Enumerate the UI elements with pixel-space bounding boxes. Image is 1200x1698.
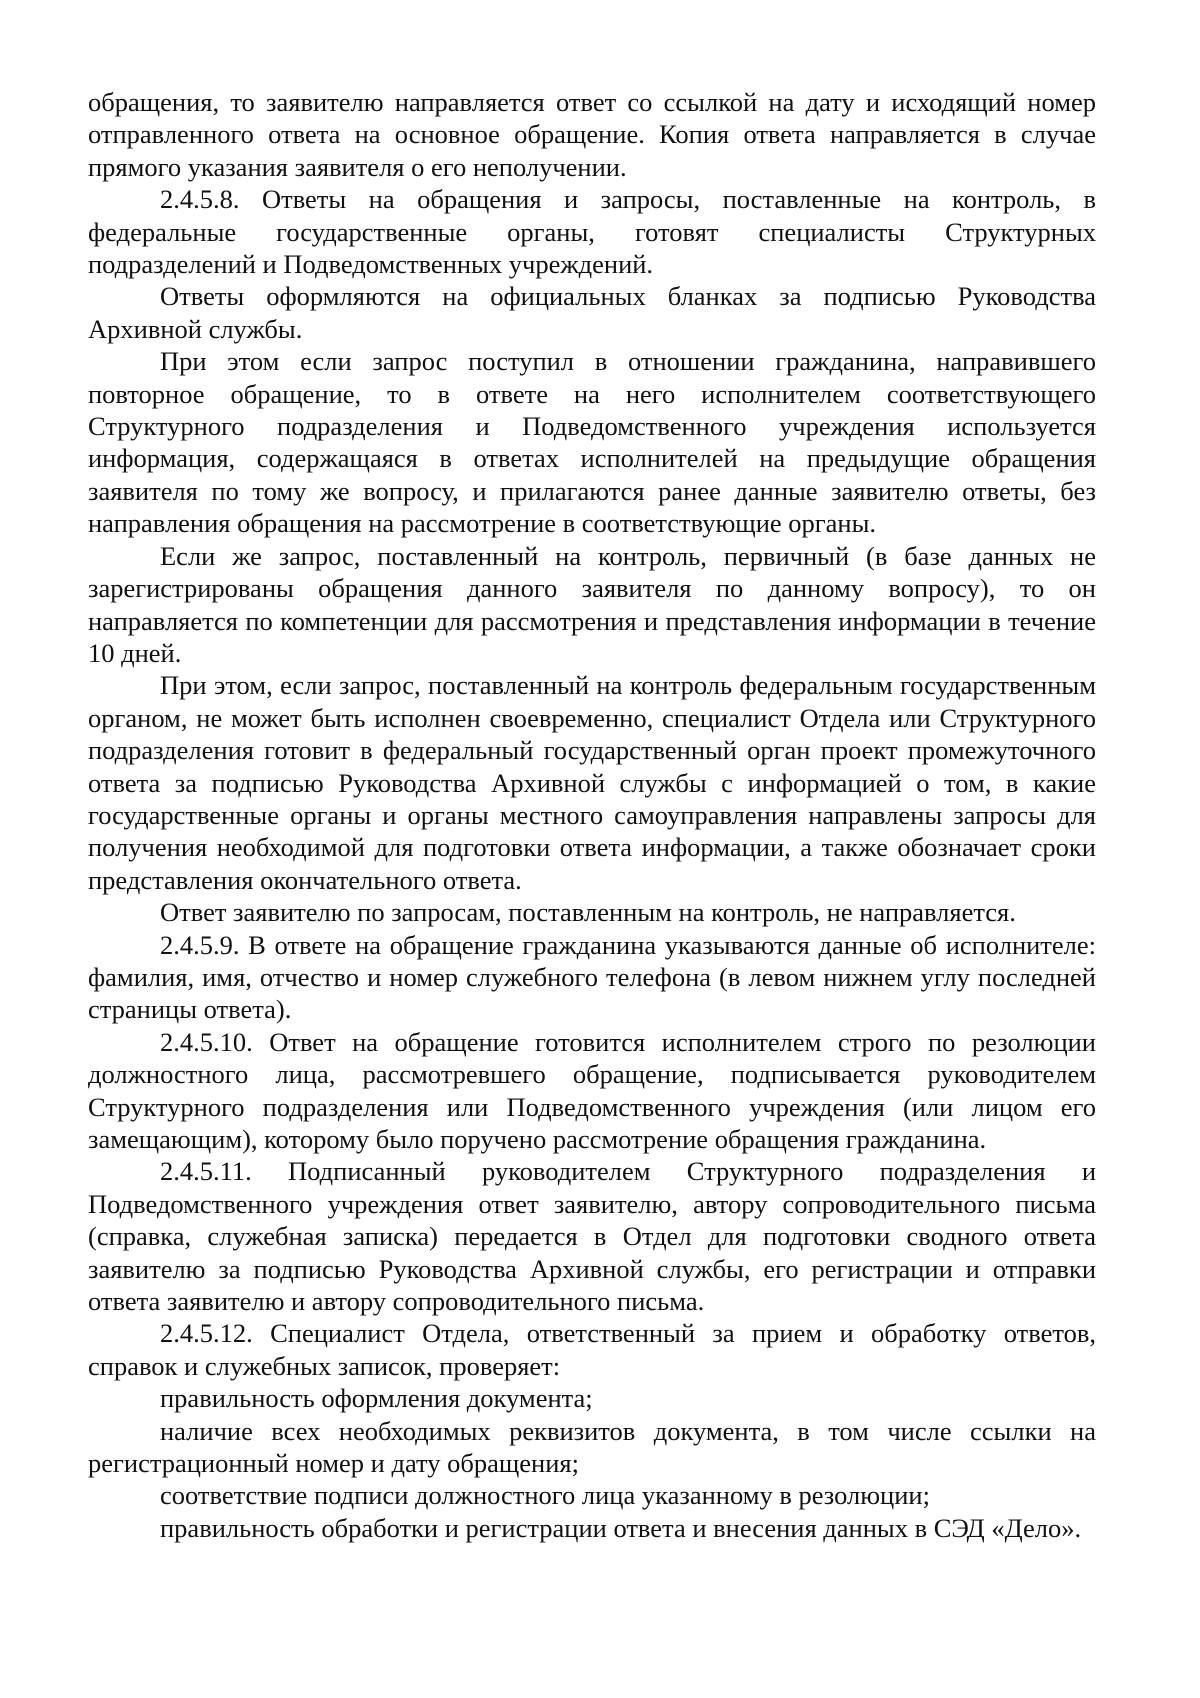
paragraph-2-4-5-11: 2.4.5.11. Подписанный руководителем Структурного подразделения и Подведомственного учреждения ответ заявителю, автору сопроводительного письма (справка, служебная записка) передается в Отдел для подготовки сводного ответа заявителю за подписью Руководства Архивной службы, его регистрации и отправки ответа заявителю и автору сопроводительного письма.	[88, 1156, 1096, 1317]
paragraph-primary-request: Если же запрос, поставленный на контроль, первичный (в базе данных не зарегистрированы обращения данного заявителя по данному вопросу), то он направляется по компетенции для рассмотрения и представления информации в течение 10 дней.	[88, 540, 1096, 668]
paragraph-interim-answer: При этом, если запрос, поставленный на контроль федеральным государственным органом, не может быть исполнен своевременно, специалист Отдела или Структурного подразделения готовит в федеральный государственный орган проект промежуточного ответа за подписью Руководства Архивной службы с информацией о том, в какие государственные органы и органы местного самоуправления направлены запросы для получения необходимой для подготовки ответа информации, а также обозначает сроки представления окончательного ответа.	[88, 670, 1096, 895]
checklist-item-signature: соответствие подписи должностного лица указанному в резолюции;	[160, 1480, 930, 1511]
paragraph-repeat-request: При этом если запрос поступил в отношении гражданина, направившего повторное обращение, то в ответе на него исполнителем соответствующего Структурного подразделения и Подведомственного учреждения используется информация, содержащаяся в ответах исполнителей на предыдущие обращения заявителя по тому же вопросу, и прилагаются ранее данные заявителю ответы, без направления обращения на рассмотрение в соответствующие органы.	[88, 346, 1096, 539]
checklist-item-formatting: правильность оформления документа;	[160, 1383, 593, 1414]
paragraph-answers-forms: Ответы оформляются на официальных бланках за подписью Руководства Архивной службы.	[88, 281, 1096, 344]
paragraph-2-4-5-8: 2.4.5.8. Ответы на обращения и запросы, поставленные на контроль, в федеральные государственные органы, готовят специалисты Структурных подразделений и Подведомственных учреждений.	[88, 184, 1096, 280]
paragraph-2-4-5-10: 2.4.5.10. Ответ на обращение готовится исполнителем строго по резолюции должностного лица, рассмотревшего обращение, подписывается руководителем Структурного подразделения или Подведомственного учреждения (или лицом его замещающим), которому было поручено рассмотрение обращения гражданина.	[88, 1026, 1096, 1154]
paragraph-continuation: обращения, то заявителю направляется ответ со ссылкой на дату и исходящий номер отправленного ответа на основное обращение. Копия ответа направляется в случае прямого указания заявителя о его неполучении.	[88, 87, 1096, 182]
paragraph-no-answer-to-applicant: Ответ заявителю по запросам, поставленным на контроль, не направляется.	[160, 897, 1016, 928]
document-page	[88, 86, 1096, 1544]
paragraph-2-4-5-12: 2.4.5.12. Специалист Отдела, ответственный за прием и обработку ответов, справок и служебных записок, проверяет:	[88, 1318, 1096, 1381]
paragraph-2-4-5-9: 2.4.5.9. В ответе на обращение гражданина указываются данные об исполнителе: фамилия, имя, отчество и номер служебного телефона (в левом нижнем углу последней страницы ответа).	[88, 929, 1096, 1025]
checklist-item-requisites: наличие всех необходимых реквизитов документа, в том числе ссылки на регистрационный номер и дату обращения;	[88, 1415, 1096, 1479]
checklist-item-registration: правильность обработки и регистрации ответа и внесения данных в СЭД «Дело».	[160, 1512, 1082, 1543]
